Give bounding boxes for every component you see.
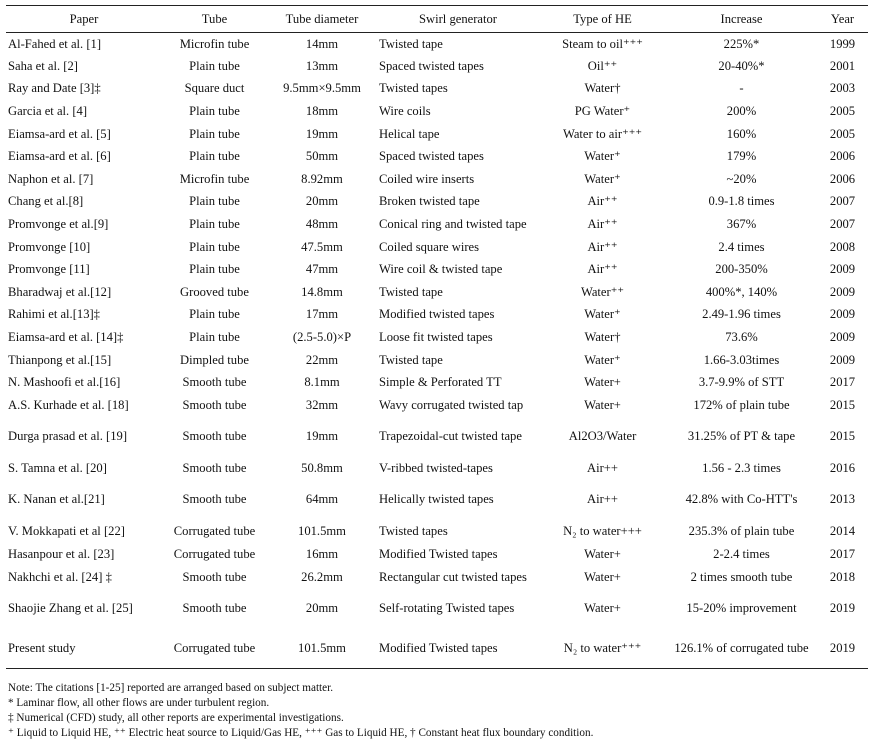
tube-cell: Smooth tube (182, 397, 247, 412)
paper-cell: Eiamsa-ard et al. [14]‡ (8, 330, 124, 345)
type-of-he-cell: Air++ (587, 492, 618, 507)
table-notes (8, 681, 868, 741)
increase-cell: 3.7-9.9% of STT (698, 375, 785, 390)
tube-diameter-cell: (2.5-5.0)×P (292, 330, 352, 345)
year-cell: 2005 (829, 126, 856, 141)
tube-diameter-cell: 19mm (305, 126, 339, 141)
year-cell: 2017 (829, 546, 856, 561)
year-cell: 1999 (829, 36, 856, 51)
column-header-year: Year (817, 6, 868, 33)
table-row (6, 371, 868, 394)
increase-cell: 200% (726, 104, 757, 119)
swirl-generator-cell: Coiled wire inserts (379, 171, 475, 186)
paper-cell: N. Mashoofi et al.[16] (8, 375, 121, 390)
tube-cell: Square duct (184, 81, 245, 96)
tube-cell: Dimpled tube (180, 352, 249, 367)
tube-diameter-cell: 47.5mm (301, 239, 343, 254)
swirl-generator-cell: Twisted tape (379, 284, 443, 299)
swirl-generator-cell: Modified twisted tapes (379, 307, 495, 322)
increase-cell: 42.8% with Co-HTT's (685, 492, 798, 507)
increase-cell: 172% of plain tube (693, 397, 790, 412)
table-row (6, 281, 868, 304)
year-cell: 2009 (829, 352, 856, 367)
increase-cell: 225%* (723, 36, 760, 51)
type-of-he-cell: Water⁺ (584, 171, 621, 186)
table-row (6, 326, 868, 349)
increase-cell: 126.1% of corrugated tube (666, 629, 817, 669)
year-cell: 2009 (829, 330, 856, 345)
table-body (6, 33, 868, 669)
comparison-table (6, 5, 868, 669)
column-header-increase: Increase (666, 6, 817, 33)
year-cell: 2007 (829, 194, 856, 209)
increase-cell: 15-20% improvement (686, 601, 797, 616)
increase-cell: 2 times smooth tube (690, 569, 793, 584)
tube-cell: Smooth tube (182, 601, 247, 616)
increase-cell: 179% (726, 149, 757, 164)
swirl-generator-cell: Simple & Perforated TT (379, 375, 502, 390)
table-row (6, 589, 868, 629)
paper-cell: Ray and Date [3]‡ (8, 81, 101, 96)
type-of-he-cell: Steam to oil⁺⁺⁺ (562, 36, 643, 51)
swirl-generator-cell: Modified Twisted tapes (379, 546, 498, 561)
swirl-generator-cell: Wavy corrugated twisted tap (379, 397, 524, 412)
swirl-generator-cell: Twisted tapes (379, 81, 448, 96)
tube-cell: Grooved tube (180, 284, 249, 299)
paper-cell: Al-Fahed et al. [1] (8, 36, 102, 51)
tube-cell: Plain tube (189, 194, 240, 209)
year-cell: 2009 (829, 262, 856, 277)
tube-diameter-cell: 8.1mm (304, 375, 340, 390)
swirl-generator-cell: Helically twisted tapes (379, 492, 494, 507)
type-of-he-cell: Air⁺⁺ (587, 217, 618, 232)
year-cell: 2018 (829, 569, 856, 584)
paper-cell: Present study (6, 629, 162, 669)
header-row (6, 6, 868, 33)
swirl-generator-cell: Conical ring and twisted tape (379, 217, 527, 232)
tube-cell: Plain tube (189, 262, 240, 277)
type-of-he-cell: N₂ to water+++ (563, 523, 642, 538)
tube-cell: Smooth tube (182, 429, 247, 444)
tube-cell: Smooth tube (182, 492, 247, 507)
swirl-generator-cell: Rectangular cut twisted tapes (379, 569, 527, 584)
year-cell: 2007 (829, 217, 856, 232)
tube-diameter-cell: 64mm (305, 492, 339, 507)
year-cell: 2009 (829, 307, 856, 322)
table-row (6, 236, 868, 259)
type-of-he-cell: Water† (584, 330, 621, 345)
type-of-he-cell: Water⁺⁺ (580, 284, 625, 299)
year-cell: 2006 (829, 171, 856, 186)
tube-diameter-cell: 101.5mm (298, 523, 346, 538)
paper-cell: Naphon et al. [7] (8, 171, 94, 186)
tube-cell: Microfin tube (179, 171, 250, 186)
increase-cell: 160% (726, 126, 757, 141)
table-row (6, 629, 868, 669)
increase-cell: 1.56 - 2.3 times (702, 460, 781, 475)
tube-diameter-cell: 14.8mm (301, 284, 343, 299)
paper-cell: Eiamsa-ard et al. [5] (8, 126, 111, 141)
tube-cell: Smooth tube (182, 460, 247, 475)
tube-cell: Corrugated tube (173, 523, 256, 538)
type-of-he-cell: Water+ (584, 375, 621, 390)
paper-cell: K. Nanan et al.[21] (8, 492, 105, 507)
type-of-he-cell: Al2O3/Water (568, 429, 637, 444)
increase-cell: 2.4 times (718, 239, 765, 254)
table-row (6, 457, 868, 480)
table-row (6, 520, 868, 543)
table-header (6, 6, 868, 33)
note-numerical-study: ‡ Numerical (CFD) study, all other reports are experimental investigations. (8, 712, 344, 724)
tube-diameter-cell: 18mm (305, 104, 339, 119)
column-header-tube-diameter: Tube diameter (267, 6, 377, 33)
column-header-swirl-generator: Swirl generator (377, 6, 539, 33)
swirl-generator-cell: Broken twisted tape (379, 194, 480, 209)
tube-diameter-cell: 26.2mm (301, 569, 343, 584)
type-of-he-cell: Air++ (587, 460, 618, 475)
increase-cell: 200-350% (715, 262, 768, 277)
year-cell: 2006 (829, 149, 856, 164)
tube-diameter-cell: 48mm (305, 217, 339, 232)
year-cell: 2016 (829, 460, 856, 475)
table-row (6, 394, 868, 417)
increase-cell: 2-2.4 times (713, 546, 770, 561)
table-row (6, 543, 868, 566)
year-cell: 2017 (829, 375, 856, 390)
column-header-tube: Tube (162, 6, 267, 33)
table-row (6, 480, 868, 520)
tube-cell: Plain tube (189, 307, 240, 322)
paper-cell: A.S. Kurhade et al. [18] (8, 397, 129, 412)
swirl-generator-cell: Wire coil & twisted tape (379, 262, 503, 277)
type-of-he-cell: Water+ (584, 397, 621, 412)
type-of-he-cell: Water+ (584, 569, 621, 584)
paper-cell: Hasanpour et al. [23] (8, 546, 115, 561)
tube-cell: Plain tube (189, 239, 240, 254)
paper-cell: Promvonge [11] (8, 262, 90, 277)
swirl-generator-cell: Twisted tape (379, 36, 443, 51)
table-row (6, 100, 868, 123)
paper-cell: S. Tamna et al. [20] (8, 460, 107, 475)
tube-diameter-cell: 32mm (305, 397, 339, 412)
year-cell: 2014 (829, 523, 856, 538)
paper-cell: Shaojie Zhang et al. [25] (8, 601, 133, 616)
increase-cell: 31.25% of PT & tape (687, 429, 796, 444)
tube-cell: Plain tube (189, 217, 240, 232)
tube-cell: Corrugated tube (173, 546, 256, 561)
year-cell: 2003 (829, 81, 856, 96)
tube-diameter-cell: 50.8mm (301, 460, 343, 475)
table-row (6, 55, 868, 78)
tube-diameter-cell: 19mm (305, 429, 339, 444)
tube-cell: Plain tube (189, 330, 240, 345)
tube-cell: Smooth tube (182, 569, 247, 584)
type-of-he-cell: Oil⁺⁺ (587, 58, 618, 73)
increase-cell: 20-40%* (718, 58, 765, 73)
type-of-he-cell: PG Water⁺ (574, 104, 631, 119)
type-of-he-cell: Water to air⁺⁺⁺ (562, 126, 643, 141)
tube-cell: Plain tube (189, 149, 240, 164)
swirl-generator-cell: Modified Twisted tapes (377, 629, 539, 669)
column-header-paper: Paper (6, 6, 162, 33)
swirl-generator-cell: Spaced twisted tapes (379, 58, 484, 73)
table-row (6, 258, 868, 281)
note-laminar-flow: * Laminar flow, all other flows are under turbulent region. (8, 697, 270, 709)
type-of-he-cell: Air⁺⁺ (587, 194, 618, 209)
paper-cell: Saha et al. [2] (8, 58, 78, 73)
type-of-he-cell: Water⁺ (584, 307, 621, 322)
increase-cell: 2.49-1.96 times (702, 307, 781, 322)
table-row (6, 123, 868, 146)
column-header-type-of-he: Type of HE (539, 6, 666, 33)
increase-cell: ~20% (726, 171, 757, 186)
increase-cell: 235.3% of plain tube (688, 523, 795, 538)
year-cell: 2001 (829, 58, 856, 73)
paper-cell: Garcia et al. [4] (8, 104, 88, 119)
table-row (6, 417, 868, 457)
tube-diameter-cell: 50mm (305, 149, 339, 164)
table-row (6, 349, 868, 372)
paper-cell: Thianpong et al.[15] (8, 352, 112, 367)
note-he-legend: ⁺ Liquid to Liquid HE, ⁺⁺ Electric heat source to Liquid/Gas HE, ⁺⁺⁺ Gas to Liquid HE, † Constant heat flux boundary condition. (8, 727, 594, 739)
tube-diameter-cell: 8.92mm (301, 171, 343, 186)
paper-cell: Promvonge et al.[9] (8, 217, 109, 232)
tube-diameter-cell: 22mm (305, 352, 339, 367)
swirl-generator-cell: Twisted tape (379, 352, 443, 367)
swirl-generator-cell: Spaced twisted tapes (379, 149, 484, 164)
increase-cell: 0.9-1.8 times (708, 194, 775, 209)
year-cell: 2019 (829, 601, 856, 616)
tube-cell: Microfin tube (179, 36, 250, 51)
tube-diameter-cell: 20mm (305, 194, 339, 209)
swirl-generator-cell: Helical tape (379, 126, 440, 141)
tube-cell: Plain tube (189, 126, 240, 141)
year-cell: 2005 (829, 104, 856, 119)
tube-diameter-cell: 101.5mm (267, 629, 377, 669)
paper-cell: Promvonge [10] (8, 239, 91, 254)
paper-cell: Rahimi et al.[13]‡ (8, 307, 100, 322)
table-row (6, 191, 868, 214)
tube-cell: Smooth tube (182, 375, 247, 390)
type-of-he-cell: Air⁺⁺ (587, 239, 618, 254)
paper-cell: V. Mokkapati et al [22] (8, 523, 125, 538)
tube-cell: Corrugated tube (162, 629, 267, 669)
swirl-generator-cell: Self-rotating Twisted tapes (379, 601, 515, 616)
year-cell: 2008 (829, 239, 856, 254)
swirl-generator-cell: Trapezoidal-cut twisted tape (379, 429, 522, 444)
type-of-he-cell: Air⁺⁺ (587, 262, 618, 277)
tube-diameter-cell: 14mm (305, 36, 339, 51)
table-row (6, 78, 868, 101)
increase-cell: - (739, 81, 744, 96)
paper-cell: Chang et al.[8] (8, 194, 84, 209)
type-of-he-cell: Water† (584, 81, 621, 96)
year-cell: 2013 (829, 492, 856, 507)
tube-cell: Plain tube (189, 58, 240, 73)
swirl-generator-cell: Coiled square wires (379, 239, 480, 254)
table-row (6, 145, 868, 168)
swirl-generator-cell: V-ribbed twisted-tapes (379, 460, 493, 475)
increase-cell: 367% (726, 217, 757, 232)
year-cell: 2015 (829, 429, 856, 444)
increase-cell: 400%*, 140% (705, 284, 778, 299)
tube-diameter-cell: 13mm (305, 58, 339, 73)
increase-cell: 73.6% (725, 330, 758, 345)
paper-cell: Nakhchi et al. [24] ‡ (8, 569, 112, 584)
paper-cell: Eiamsa-ard et al. [6] (8, 149, 111, 164)
note-citations: Note: The citations [1-25] reported are arranged based on subject matter. (8, 682, 334, 694)
year-cell: 2015 (829, 397, 856, 412)
type-of-he-cell: Water⁺ (584, 352, 621, 367)
tube-diameter-cell: 20mm (305, 601, 339, 616)
table-row (6, 566, 868, 589)
table-row (6, 33, 868, 56)
type-of-he-cell: Water+ (584, 546, 621, 561)
tube-cell: Plain tube (189, 104, 240, 119)
tube-diameter-cell: 17mm (305, 307, 339, 322)
type-of-he-cell: Water+ (584, 601, 621, 616)
tube-diameter-cell: 47mm (305, 262, 339, 277)
type-of-he-cell: N₂ to water⁺⁺⁺ (539, 629, 666, 669)
year-cell: 2009 (829, 284, 856, 299)
swirl-generator-cell: Twisted tapes (379, 523, 448, 538)
type-of-he-cell: Water⁺ (584, 149, 621, 164)
table-row (6, 168, 868, 191)
paper-cell: Bharadwaj et al.[12] (8, 284, 112, 299)
table-row (6, 304, 868, 327)
paper-cell: Durga prasad et al. [19] (8, 429, 128, 444)
swirl-generator-cell: Loose fit twisted tapes (379, 330, 493, 345)
increase-cell: 1.66-3.03times (703, 352, 780, 367)
tube-diameter-cell: 9.5mm×9.5mm (283, 81, 361, 96)
swirl-generator-cell: Wire coils (379, 104, 431, 119)
tube-diameter-cell: 16mm (305, 546, 339, 561)
table-row (6, 213, 868, 236)
year-cell: 2019 (817, 629, 868, 669)
